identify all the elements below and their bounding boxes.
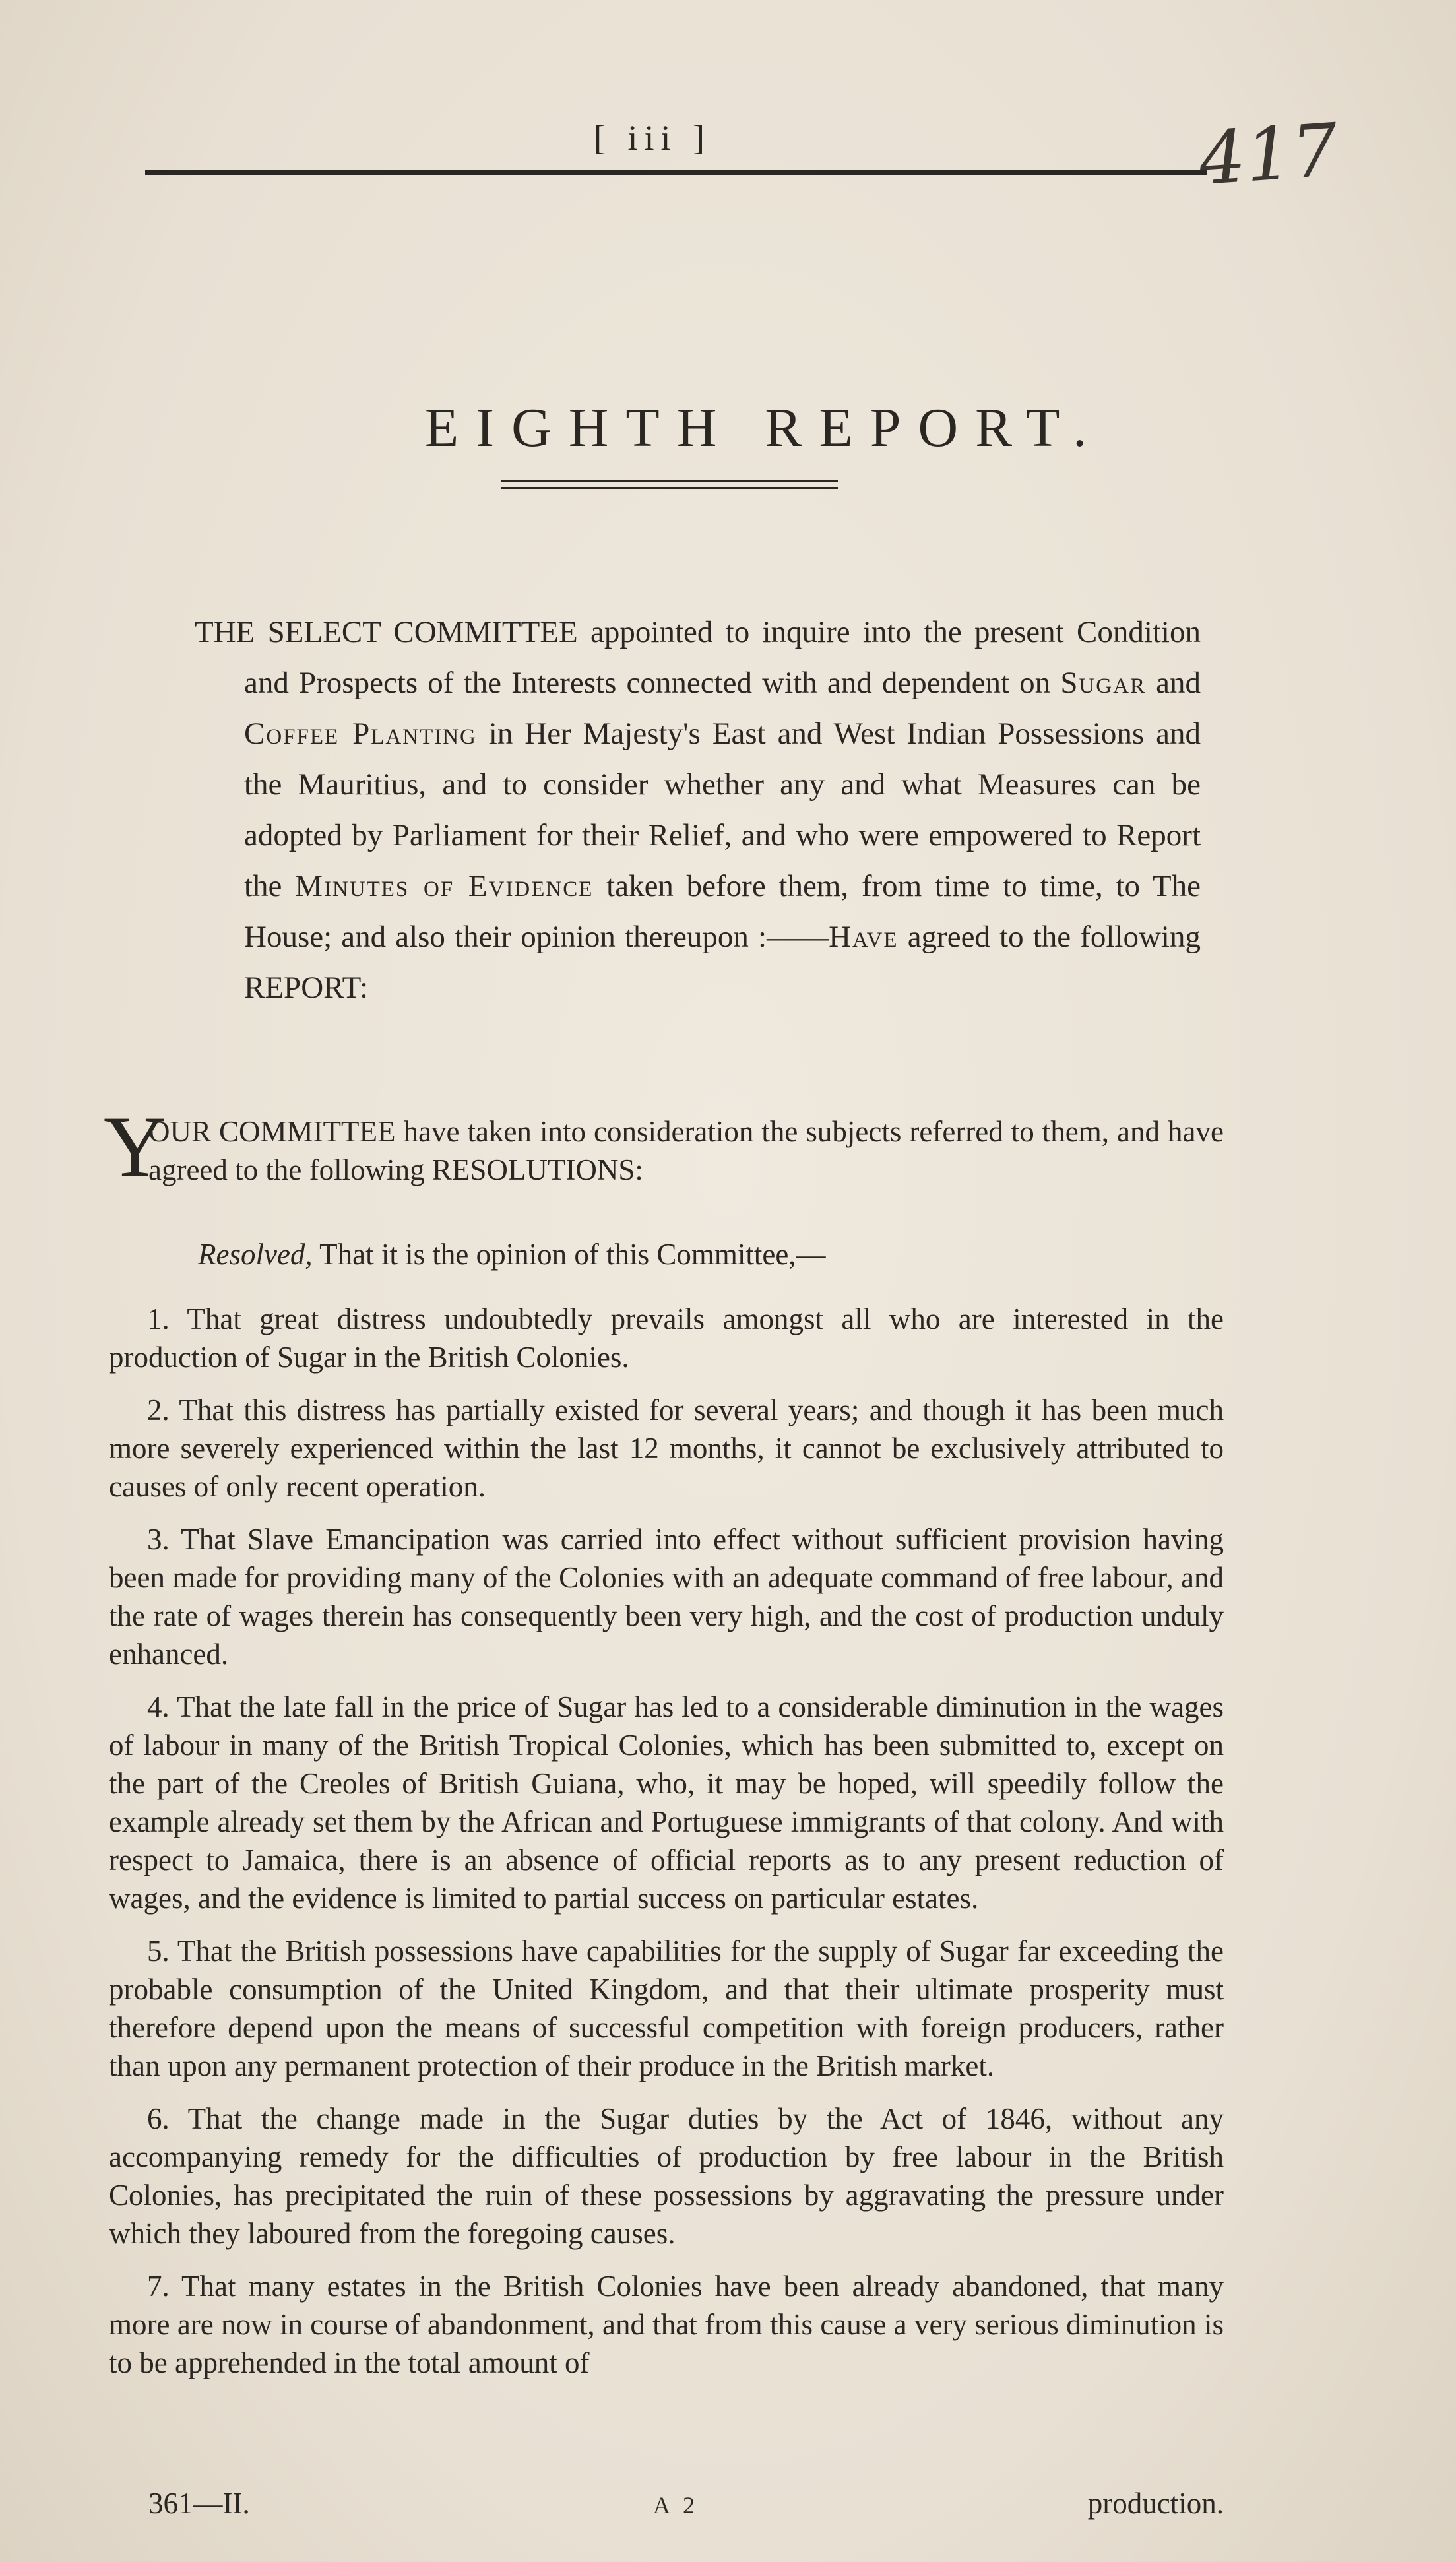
resolution-3: 3. That Slave Emancipation was carried into effect without sufficient provision having been made for providing many of the Colonies with an adequate command of free labour, and the rate of wages therein has consequently been very high, and the cost of production unduly enhanced.	[109, 1523, 1224, 1671]
signature-mark: A 2	[653, 2492, 699, 2518]
resolution-2: 2. That this distress has partially existed for several years; and though it has been much more severely experienced within the last 12 months, it cannot be exclusively attributed to causes of only recent operation.	[109, 1393, 1224, 1503]
title-rule-top	[501, 480, 838, 482]
committee-preamble	[195, 607, 1201, 1013]
resolution-5: 5. That the British possessions have capabilities for the supply of Sugar far exceeding the probable consumption of the United Kingdom, and that their ultimate prosperity must therefore depend upon the means of successful competition with foreign producers, rather than upon any permanent protection of their produce in the British market.	[109, 1935, 1224, 2082]
resolution-4: 4. That the late fall in the price of Sugar has led to a considerable diminution in the wages of labour in many of the British Tropical Colonies, which has been submitted to, except on the part of the Creoles of British Guiana, who, it may be hoped, will speedily follow the example already set them by the African and Portuguese immigrants of that colony. And with respect to Jamaica, there is an absence of official reports as to any present reduction of wages, and the evidence is limited to partial success on particular estates.	[109, 1690, 1224, 1915]
drop-cap: Y	[104, 1098, 167, 1195]
preamble-text: THE SELECT COMMITTEE appointed to inquire into the present Condition and Prospects of the Interests connected with and dependent on Sugar and Coffee Planting in Her Majesty's East and West Indian Possessions and the Mauritius, and to consider whether any and what Measures can be adopted by Parliament for their Relief, and who were empowered to Report the Minutes of Evidence taken before them, from time to time, to The House; and also their opinion thereupon :——Have agreed to the following REPORT:	[195, 615, 1201, 1005]
title-rule-bottom	[501, 487, 838, 489]
resolution-1: 1. That great distress undoubtedly prevails amongst all who are interested in the production of Sugar in the British Colonies.	[109, 1302, 1224, 1374]
header-rule	[145, 170, 1207, 175]
handwritten-folio: 417	[1196, 107, 1341, 202]
page-number: [ iii ]	[594, 118, 711, 158]
report-title: EIGHTH REPORT.	[424, 397, 1104, 459]
sessional-number: 361—II.	[148, 2487, 250, 2520]
resolution-7: 7. That many estates in the British Colonies have been already abandoned, that many more are now in course of abandonment, and that from this cause a very serious diminution is to be apprehended in the total amount of	[109, 2270, 1224, 2379]
report-body	[104, 1098, 1224, 2396]
catchword: production.	[1087, 2487, 1224, 2520]
opening-statement: Y OUR COMMITTEE have taken into consideration the subjects referred to them, and have agreed to the following RESOLUTIONS:	[104, 1098, 1224, 1195]
resolution-6: 6. That the change made in the Sugar duties by the Act of 1846, without any accompanying remedy for the difficulties of production by free labour in the British Colonies, has precipitated the ruin of these possessions by aggravating the pressure under which they laboured from the foregoing causes.	[109, 2102, 1224, 2250]
resolved-line: Resolved, That it is the opinion of this Committee,—	[198, 1238, 826, 1271]
